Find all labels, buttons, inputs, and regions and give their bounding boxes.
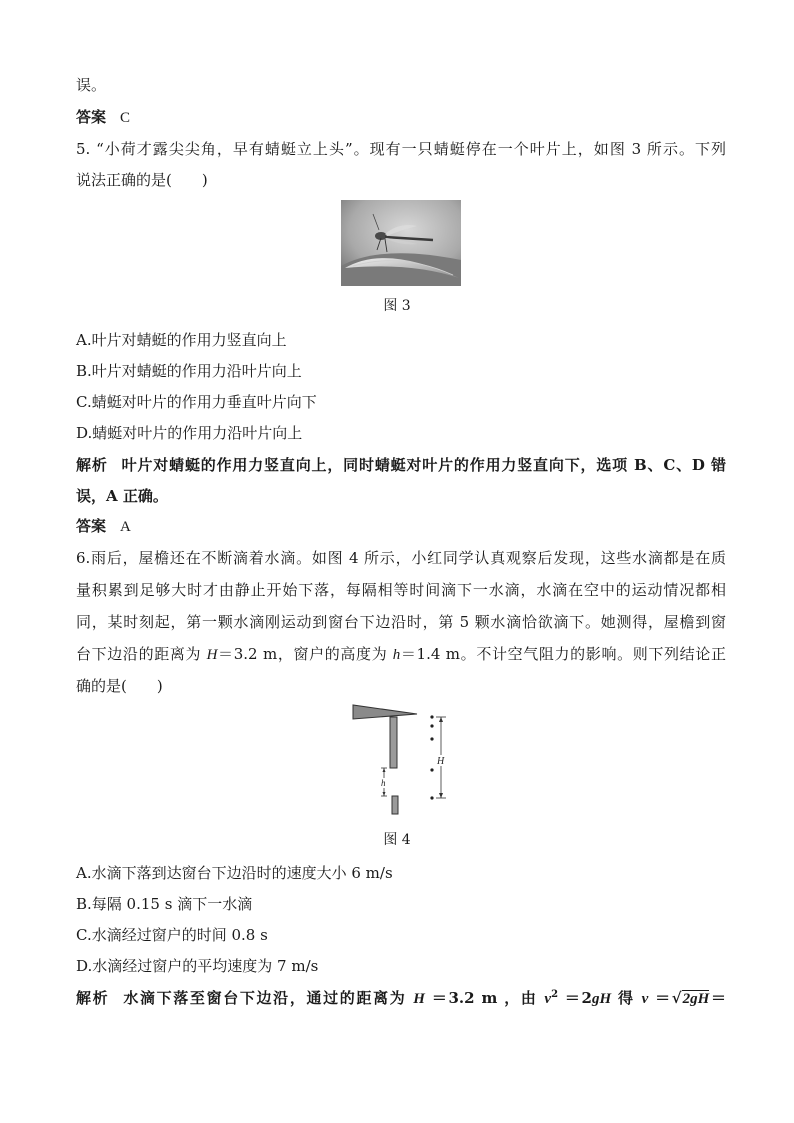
q6-stem-line3: 同，某时刻起，第一颗水滴刚运动到窗台下边沿时，第 5 颗水滴恰欲滴下。她测得，屋檐到窗	[76, 613, 726, 631]
q6-analysis-d: 得	[611, 989, 642, 1007]
q6-stem4-c: ＝1.4 m。不计空气阻力的影响。则下列结论正	[400, 645, 726, 663]
q6-var-H: H	[206, 647, 218, 663]
q6-analysis-gH: gH	[592, 991, 612, 1007]
q6-analysis-b: ＝3.2 m ，由	[424, 989, 545, 1007]
q5-figure-caption: 图 3	[383, 298, 411, 314]
q6-analysis-line1	[76, 988, 726, 1009]
q6-option-c: C.水滴经过窗户的时间 0.8 s	[76, 926, 268, 944]
figure-label-H: H	[437, 756, 445, 767]
q6-option-a: A.水滴下落到达窗台下边沿时的速度大小 6 m/s	[76, 864, 393, 882]
prev-answer-label: 答案	[76, 108, 107, 126]
prev-answer-value: C	[120, 110, 131, 126]
prev-tail-text: 误。	[76, 76, 107, 94]
q6-figure-caption: 图 4	[383, 832, 411, 848]
prev-answer-line	[76, 107, 726, 128]
q5-stem-line2: 说法正确的是( )	[76, 171, 208, 189]
q5-analysis-line1	[76, 455, 726, 475]
q6-analysis-f: ＝	[709, 989, 726, 1007]
q6-analysis-sqrt: 2gH	[682, 991, 710, 1007]
q5-option-c: C.蜻蜓对叶片的作用力垂直叶片向下	[76, 393, 317, 411]
q6-analysis-H: H	[413, 991, 425, 1007]
q6-analysis-c: ＝2	[558, 989, 592, 1007]
q5-answer-value: A	[120, 519, 131, 535]
q6-analysis-v1: v	[544, 991, 552, 1007]
q5-answer-line	[76, 516, 726, 537]
q6-stem-line5: 确的是( )	[76, 677, 163, 695]
q6-stem-line2: 量积累到足够大时才由静止开始下落，每隔相等时间滴下一水滴，水滴在空中的运动情况都相	[76, 581, 726, 599]
sqrt-sign-icon: √	[671, 989, 682, 1007]
q6-option-d: D.水滴经过窗户的平均速度为 7 m/s	[76, 957, 319, 975]
q5-stem-line1: 5. “小荷才露尖尖角，早有蜻蜓立上头”。现有一只蜻蜓停在一个叶片上，如图 3 所示。下列	[76, 140, 726, 158]
q5-analysis-line2: 误，A 正确。	[76, 487, 168, 505]
q5-analysis-label: 解析	[76, 456, 108, 474]
q6-analysis-a: 水滴下落至窗台下边沿，通过的距离为	[123, 989, 414, 1007]
q5-analysis-text1: 叶片对蜻蜓的作用力竖直向上，同时蜻蜓对叶片的作用力竖直向下，选项 B、C、D 错	[121, 456, 726, 474]
q6-option-b: B.每隔 0.15 s 滴下一水滴	[76, 895, 253, 913]
eaves-diagram	[350, 702, 450, 820]
q5-answer-label: 答案	[76, 517, 107, 535]
q5-option-b: B.叶片对蜻蜓的作用力沿叶片向上	[76, 362, 302, 380]
q6-eaves-figure	[350, 702, 450, 820]
q6-analysis-label: 解析	[76, 989, 110, 1007]
q6-stem4-b: ＝3.2 m，窗户的高度为	[217, 645, 393, 663]
prev-question-tail	[76, 75, 726, 95]
q6-stem-line1: 6.雨后，屋檐还在不断滴着水滴。如图 4 所示，小红同学认真观察后发现，这些水滴都是在质	[76, 549, 726, 567]
figure-label-h: h	[381, 778, 386, 788]
q6-stem4-a: 台下边沿的距离为	[76, 645, 207, 663]
dragonfly-photo-image	[341, 200, 461, 286]
q6-analysis-square: 2	[551, 989, 559, 1000]
q6-analysis-e: ＝	[648, 989, 672, 1007]
q6-var-h: h	[392, 647, 401, 663]
q6-stem-line4	[76, 644, 726, 665]
q5-option-d: D.蜻蜓对叶片的作用力沿叶片向上	[76, 424, 303, 442]
q5-dragonfly-photo	[341, 200, 461, 286]
q6-analysis-v2: v	[641, 991, 649, 1007]
q5-option-a: A.叶片对蜻蜓的作用力竖直向上	[76, 331, 287, 349]
